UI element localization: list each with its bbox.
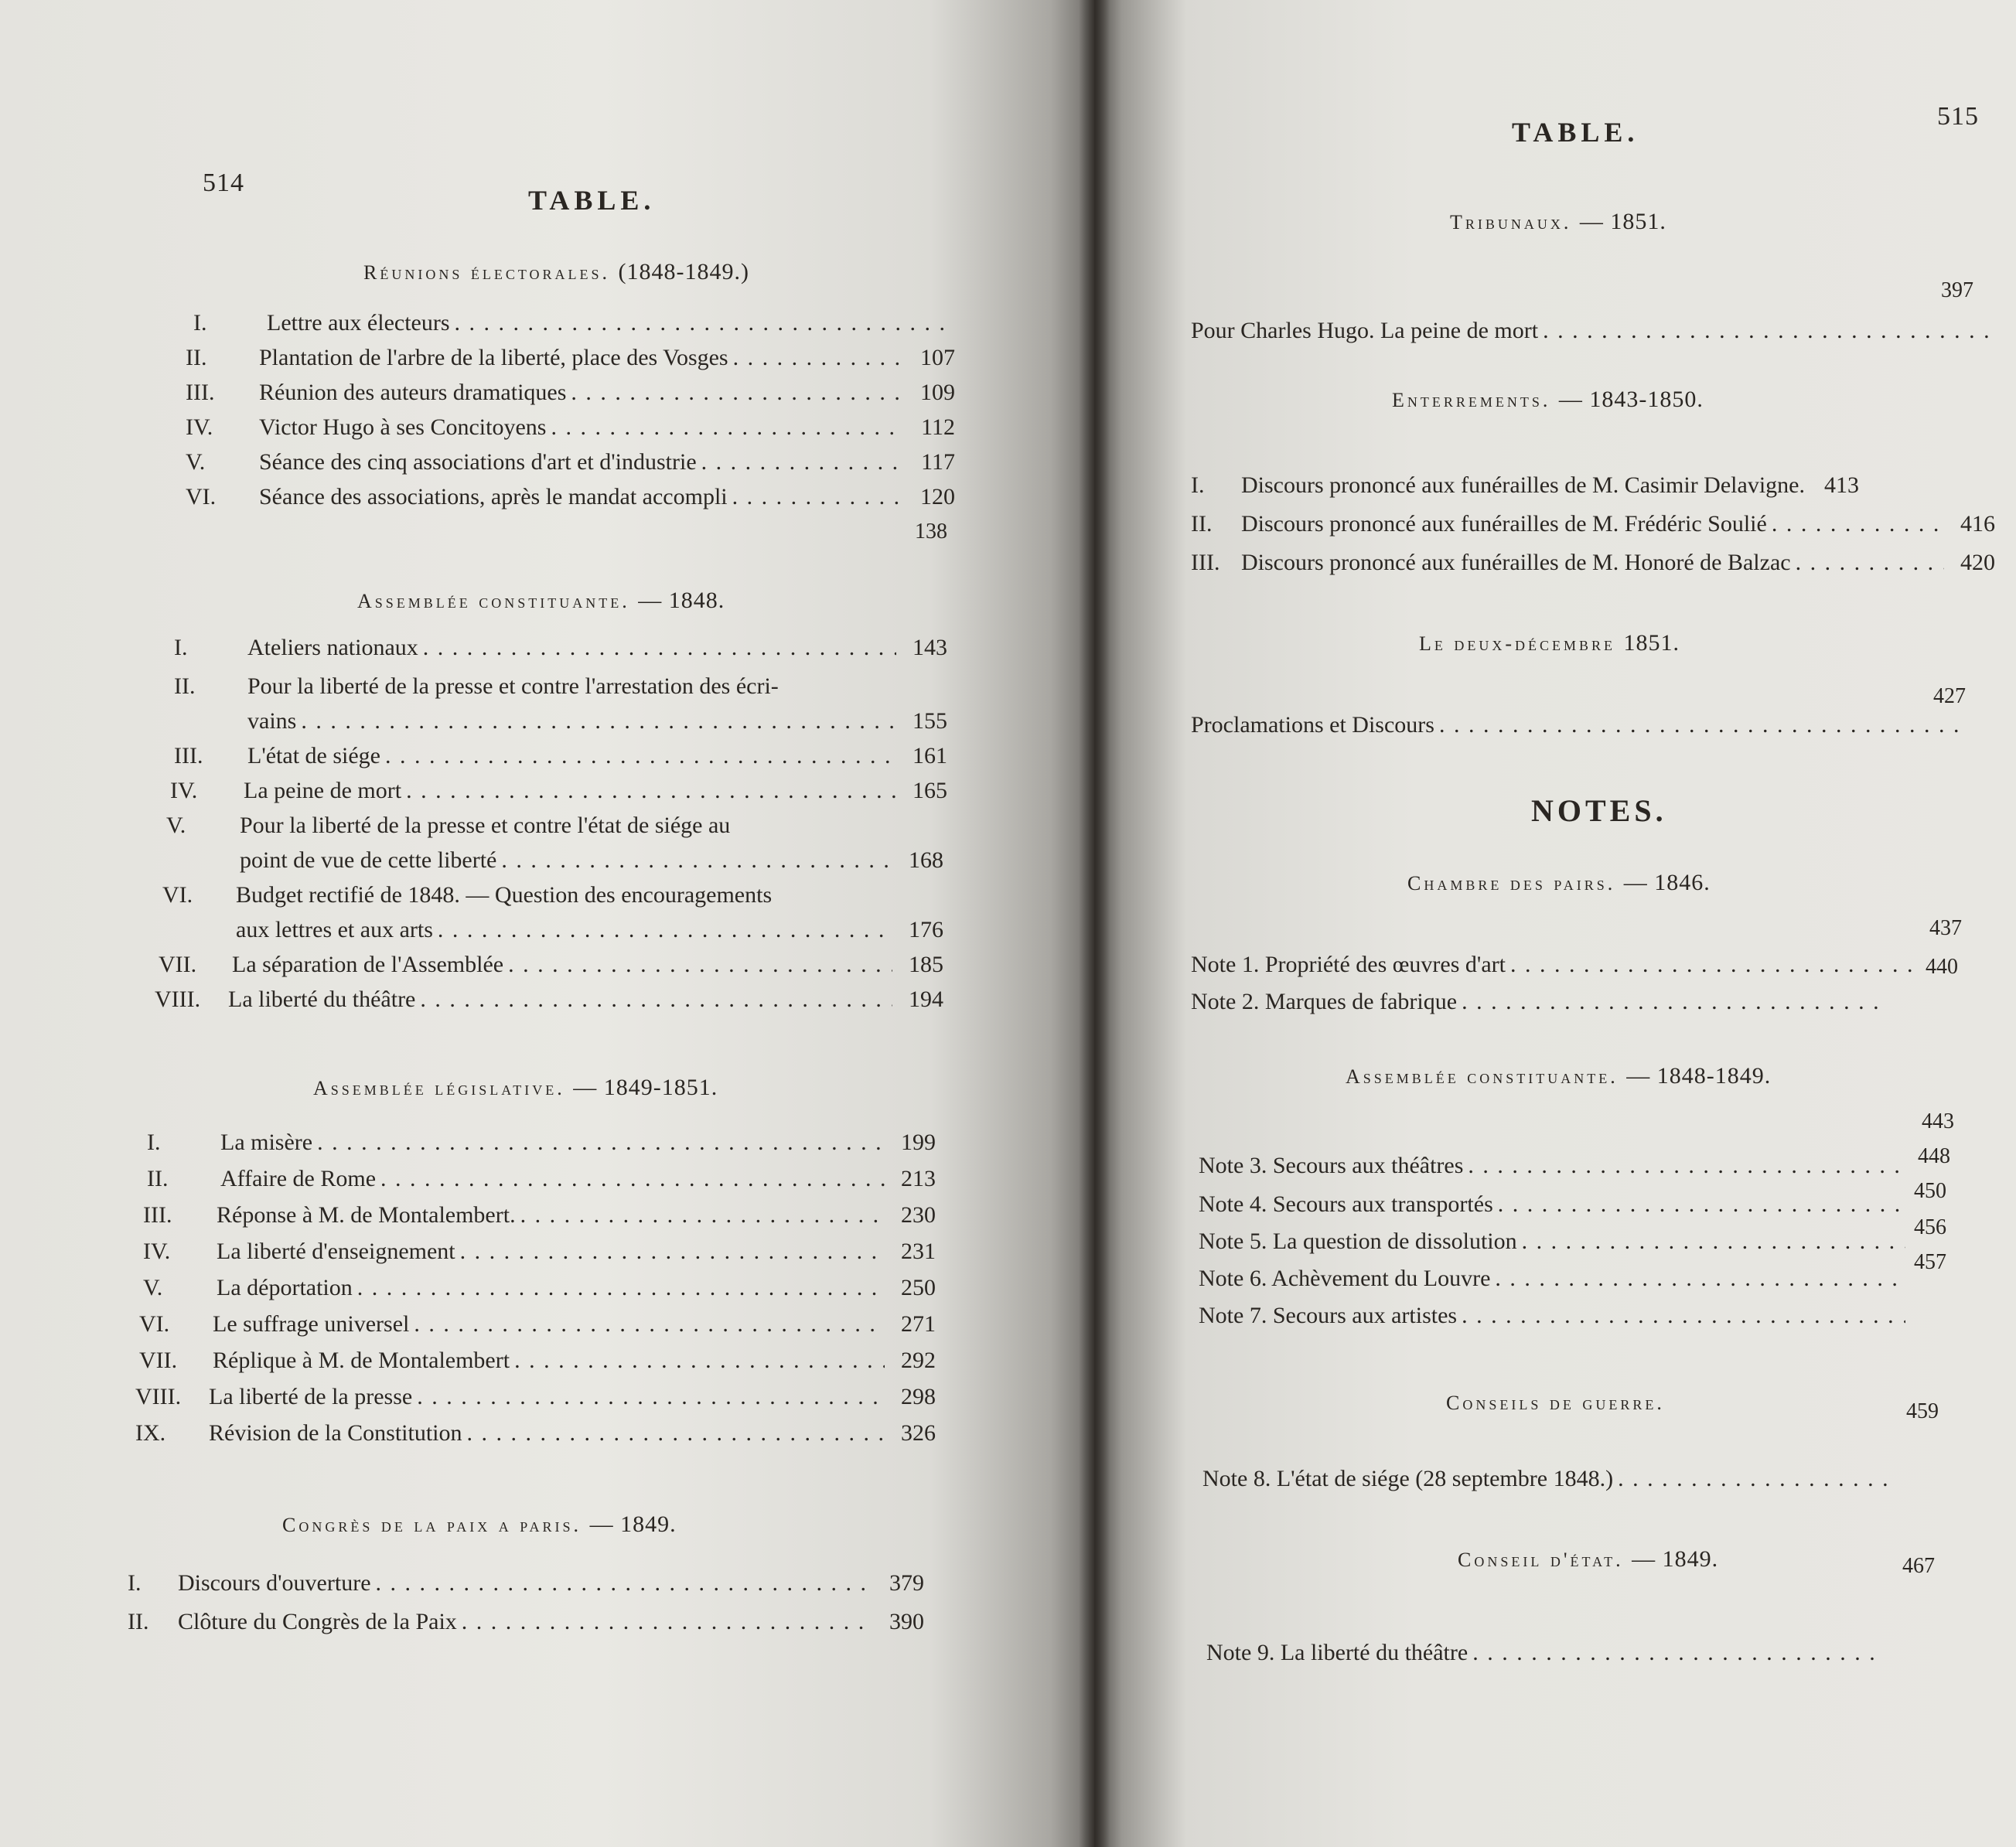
section-years: (1848-1849.)	[618, 259, 749, 285]
toc-entry: Note 8. L'état de siége (28 septembre 1848.) . . .	[1202, 1465, 1898, 1493]
toc-entry-continuation: aux lettres et aux arts . . . 176	[236, 916, 943, 944]
section-heading: Chambre des pairs. — 1846.	[1407, 870, 1711, 895]
toc-entry: II. Plantation de l'arbre de la liberté, place des Vosges . . . 107	[186, 344, 955, 372]
notes-heading: NOTES.	[1531, 793, 1667, 828]
toc-entry: VII. Réplique à M. de Montalembert . . . 292	[139, 1347, 936, 1375]
toc-entry: Note 5. La question de dissolution . . .	[1199, 1228, 1910, 1256]
toc-entry-continuation: point de vue de cette liberté . . . 168	[240, 847, 943, 874]
toc-entry: III. Discours prononcé aux funérailles de M. Honoré de Balzac . . . 420	[1191, 549, 1995, 577]
toc-page-number: 459	[1906, 1399, 1939, 1423]
toc-entry: IX. Révision de la Constitution . . . 326	[135, 1419, 936, 1447]
right-page	[1094, 0, 2016, 1847]
toc-entry: I. Lettre aux électeurs . . .	[193, 309, 955, 337]
section-heading: Tribunaux. — 1851.	[1450, 209, 1666, 234]
toc-entry: II. Pour la liberté de la presse et contre l'arrestation des écri-	[174, 673, 779, 699]
toc-page-number: 457	[1914, 1250, 1946, 1274]
toc-page-number: 467	[1902, 1554, 1935, 1578]
toc-entry: V. La déportation . . . 250	[143, 1274, 936, 1302]
toc-entry: V. Séance des cinq associations d'art et d'industrie . . . 117	[186, 448, 955, 476]
running-title: TABLE.	[1512, 117, 1639, 148]
section-title: Réunions électorales.	[363, 261, 611, 284]
toc-page-number: 397	[1941, 278, 1973, 302]
section-heading: Conseils de guerre.	[1446, 1392, 1665, 1414]
toc-page-number: 427	[1933, 684, 1966, 708]
toc-page-number: 450	[1914, 1179, 1946, 1203]
toc-entry: III. Réponse à M. de Montalembert. . . . 230	[143, 1201, 936, 1229]
toc-entry: Note 1. Propriété des œuvres d'art . . .	[1191, 951, 1918, 979]
section-heading	[363, 259, 749, 285]
section-heading: Congrès de la paix a paris. — 1849.	[282, 1511, 677, 1537]
section-heading: Assemblée législative. — 1849-1851.	[313, 1075, 718, 1100]
toc-entry: Pour Charles Hugo. La peine de mort . . .	[1191, 317, 1995, 345]
toc-page-number: 440	[1926, 955, 1958, 979]
toc-entry: IV. La peine de mort . . . 165	[170, 777, 947, 805]
toc-entry: II. Discours prononcé aux funérailles de M. Frédéric Soulié . . . 416	[1191, 510, 1995, 538]
section-heading: Assemblée constituante. — 1848-1849.	[1346, 1063, 1772, 1089]
toc-entry: Note 6. Achèvement du Louvre . . .	[1199, 1265, 1910, 1293]
toc-page-number: 456	[1914, 1215, 1946, 1239]
toc-entry: II. Clôture du Congrès de la Paix . . . 390	[128, 1608, 924, 1636]
section-heading: Conseil d'état. — 1849.	[1458, 1546, 1719, 1572]
page-number: 514	[203, 169, 244, 197]
running-title: TABLE.	[528, 185, 656, 216]
toc-page-number: 448	[1918, 1144, 1950, 1168]
toc-entry: III. Réunion des auteurs dramatiques . . . 109	[186, 379, 955, 407]
toc-entry: Proclamations et Discours . . .	[1191, 711, 1964, 739]
toc-entry: IV. Victor Hugo à ses Concitoyens . . . 112	[186, 414, 955, 441]
section-heading: Assemblée constituante. — 1848.	[357, 588, 725, 613]
toc-entry: VIII. La liberté de la presse . . . 298	[135, 1383, 936, 1411]
toc-entry: VI. Budget rectifié de 1848. — Question des encouragements	[162, 882, 773, 908]
book-gutter	[1079, 0, 1110, 1847]
toc-entry: Note 4. Secours aux transportés . . .	[1199, 1191, 1910, 1218]
toc-entry: VI. Séance des associations, après le mandat accompli . . . 120	[186, 483, 955, 511]
toc-entry: VIII. La liberté du théâtre . . . 194	[155, 986, 943, 1014]
section-heading: Le deux-décembre 1851.	[1419, 630, 1680, 656]
toc-entry: V. Pour la liberté de la presse et contre l'état de siége au	[166, 813, 731, 838]
page-number: 515	[1937, 102, 1979, 131]
toc-entry: Note 9. La liberté du théâtre . . .	[1206, 1639, 1887, 1667]
toc-entry: IV. La liberté d'enseignement . . . 231	[143, 1238, 936, 1266]
toc-entry: II. Affaire de Rome . . . 213	[147, 1165, 936, 1193]
toc-entry: III. L'état de siége . . . 161	[174, 742, 947, 770]
toc-entry: I. La misère . . . 199	[147, 1129, 936, 1157]
toc-page-number: 138	[915, 520, 947, 544]
toc-entry: I. Ateliers nationaux . . . 143	[174, 634, 947, 662]
toc-page-number: 437	[1929, 916, 1962, 940]
toc-entry: VII. La séparation de l'Assemblée . . . 185	[159, 951, 943, 979]
toc-entry: I. Discours d'ouverture . . . 379	[128, 1569, 924, 1597]
toc-entry: Note 3. Secours aux théâtres . . .	[1199, 1152, 1910, 1180]
toc-entry: VI. Le suffrage universel . . . 271	[139, 1310, 936, 1338]
section-heading: Enterrements. — 1843-1850.	[1392, 387, 1704, 412]
toc-entry-continuation: vains . . . 155	[247, 707, 947, 735]
toc-page-number: 443	[1922, 1109, 1954, 1133]
toc-entry: I. Discours prononcé aux funérailles de M. Casimir Delavigne. 413	[1191, 472, 1859, 498]
toc-entry: Note 7. Secours aux artistes . . .	[1199, 1302, 1910, 1330]
toc-entry: Note 2. Marques de fabrique . . .	[1191, 988, 1887, 1016]
